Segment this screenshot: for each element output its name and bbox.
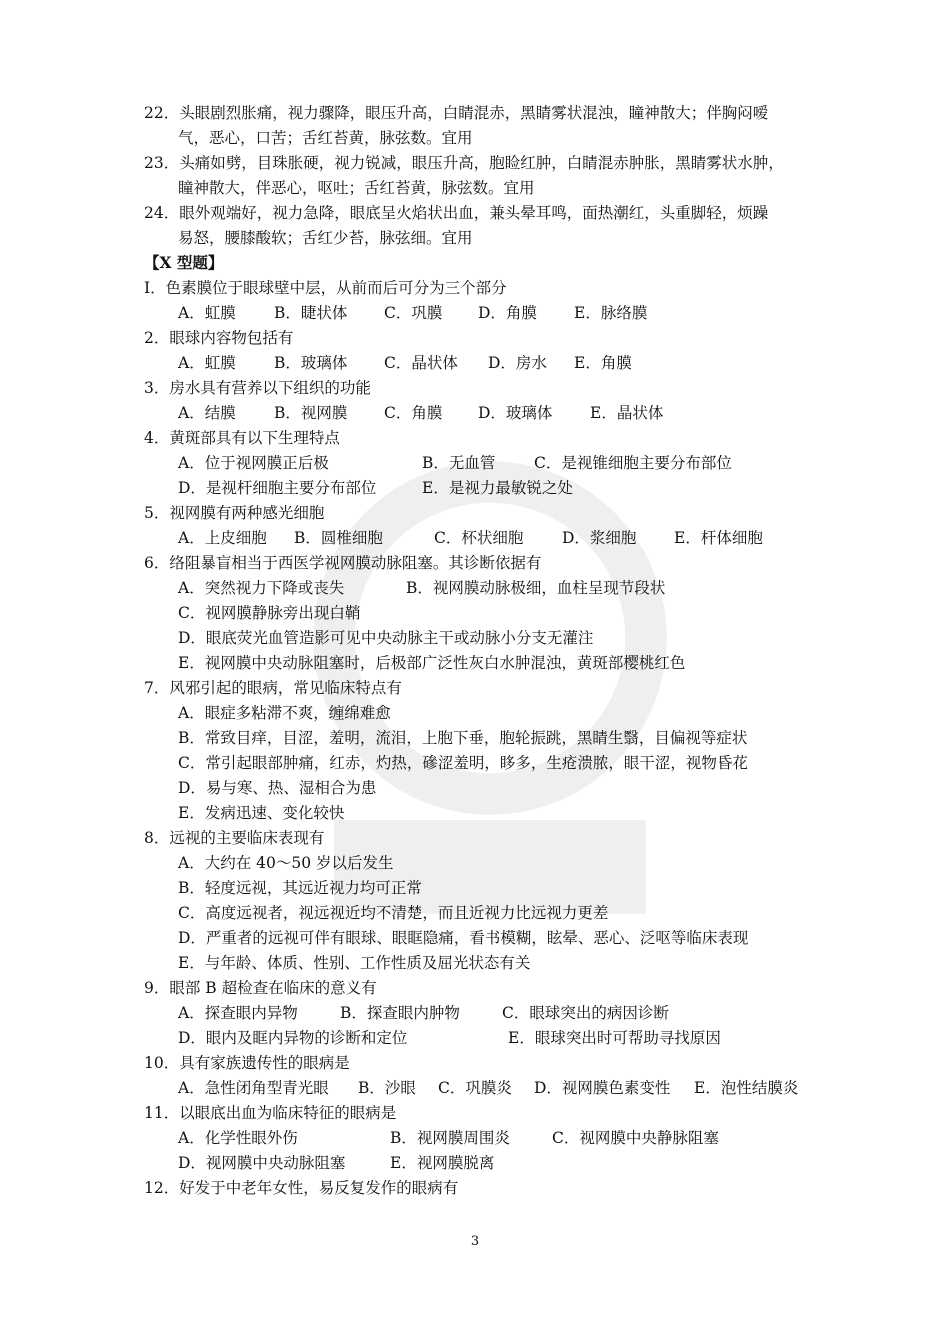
- question-22-line-2: 气，恶心，口苦；舌红苔黄，脉弦数。宜用: [178, 129, 473, 147]
- option-e: E．眼球突出时可帮助寻找原因: [508, 1029, 721, 1047]
- option-c: C．角膜: [384, 404, 443, 422]
- question-3-stem: 3．房水具有营养以下组织的功能: [144, 379, 371, 397]
- question-6-option-c: C．视网膜静脉旁出现白鞘: [178, 604, 361, 622]
- option-a: A．探查眼内异物: [178, 1004, 298, 1022]
- option-b: B．视网膜周围炎: [390, 1129, 510, 1147]
- option-b: B．无血管: [422, 454, 496, 472]
- question-24-line-1: 24．眼外观端好，视力急降，眼底呈火焰状出血，兼头晕耳鸣，面热潮红，头重脚轻，烦躁: [144, 204, 769, 222]
- option-c: C．眼球突出的病因诊断: [502, 1004, 669, 1022]
- option-d: D．是视杆细胞主要分布部位: [178, 479, 377, 497]
- option-d: D．视网膜中央动脉阻塞: [178, 1154, 346, 1172]
- option-e: E．泡性结膜炎: [694, 1079, 799, 1097]
- question-7-option-d: D．易与寒、热、湿相合为患: [178, 779, 377, 797]
- option-c: C．巩膜炎: [438, 1079, 512, 1097]
- question-7-option-b: B．常致目痒，目涩，羞明，流泪，上胞下垂，胞轮振跳，黑睛生翳，目偏视等症状: [178, 729, 748, 747]
- question-6-stem: 6．络阻暴盲相当于西医学视网膜动脉阻塞。其诊断依据有: [144, 554, 542, 572]
- option-b: B．视网膜动脉极细，血柱呈现节段状: [406, 579, 666, 597]
- question-2-stem: 2．眼球内容物包括有: [144, 329, 294, 347]
- option-e: E．晶状体: [590, 404, 664, 422]
- question-7-option-a: A．眼症多粘滞不爽，缠绵难愈: [178, 704, 391, 722]
- question-6-option-d: D．眼底荧光血管造影可见中央动脉主干或动脉小分支无灌注: [178, 629, 594, 647]
- option-b: B．圆椎细胞: [294, 529, 383, 547]
- question-8-stem: 8．远视的主要临床表现有: [144, 829, 325, 847]
- question-12-stem: 12．好发于中老年女性，易反复发作的眼病有: [144, 1179, 459, 1197]
- option-e: E．是视力最敏锐之处: [422, 479, 573, 497]
- option-e: E．角膜: [574, 354, 632, 372]
- section-title: 【X 型题】: [144, 253, 224, 272]
- question-10-stem: 10．具有家族遗传性的眼病是: [144, 1054, 350, 1072]
- option-b: B．沙眼: [358, 1079, 416, 1097]
- page-number: 3: [470, 1234, 480, 1249]
- option-b: B．玻璃体: [274, 354, 348, 372]
- option-c: C．巩膜: [384, 304, 443, 322]
- option-a: A．结膜: [178, 404, 236, 422]
- option-d: D．房水: [488, 354, 547, 372]
- option-a: A．虹膜: [178, 304, 236, 322]
- option-d: D．角膜: [478, 304, 537, 322]
- question-9-stem: 9．眼部 B 超检查在临床的意义有: [144, 979, 377, 997]
- question-8-option-e: E．与年龄、体质、性别、工作性质及屈光状态有关: [178, 954, 531, 972]
- option-b: B．视网膜: [274, 404, 348, 422]
- option-a: A．化学性眼外伤: [178, 1129, 298, 1147]
- option-a: A．位于视网膜正后极: [178, 454, 329, 472]
- option-d: D．玻璃体: [478, 404, 553, 422]
- question-8-option-a: A．大约在 40～50 岁以后发生: [178, 854, 394, 872]
- option-d: D．浆细胞: [562, 529, 637, 547]
- option-e: E．脉络膜: [574, 304, 648, 322]
- option-d: D．眼内及眶内异物的诊断和定位: [178, 1029, 408, 1047]
- option-a: A．突然视力下降或丧失: [178, 579, 345, 597]
- question-8-option-b: B．轻度远视，其远近视力均可正常: [178, 879, 422, 897]
- option-a: A．急性闭角型青光眼: [178, 1079, 329, 1097]
- option-c: C．晶状体: [384, 354, 458, 372]
- option-e: E．视网膜脱离: [390, 1154, 495, 1172]
- question-1-stem: I．色素膜位于眼球壁中层，从前而后可分为三个部分: [144, 279, 507, 297]
- question-5-stem: 5．视网膜有两种感光细胞: [144, 504, 325, 522]
- question-24-line-2: 易怒，腰膝酸软；舌红少苔，脉弦细。宜用: [178, 229, 473, 247]
- option-c: C．杯状细胞: [434, 529, 524, 547]
- option-c: C．是视锥细胞主要分布部位: [534, 454, 732, 472]
- option-a: A．上皮细胞: [178, 529, 267, 547]
- option-d: D．视网膜色素变性: [534, 1079, 671, 1097]
- option-a: A．虹膜: [178, 354, 236, 372]
- question-7-option-c: C．常引起眼部肿痛，红赤，灼热，磣涩羞明，眵多，生疮溃脓，眼干涩，视物昏花: [178, 754, 748, 772]
- option-b: B．探查眼内肿物: [340, 1004, 460, 1022]
- question-22-line-1: 22．头眼剧烈胀痛，视力骤降，眼压升高，白睛混赤，黑睛雾状混浊，瞳神散大；伴胸闷嗳: [144, 104, 769, 122]
- question-8-option-c: C．高度远视者，视远视近均不清楚，而且近视力比远视力更差: [178, 904, 609, 922]
- question-11-stem: 11．以眼底出血为临床特征的眼病是: [144, 1104, 397, 1122]
- question-23-line-1: 23．头痛如劈，目珠胀硬，视力锐减，眼压升高，胞睑红肿，白睛混赤肿胀，黑睛雾状水肿，: [144, 154, 784, 172]
- question-23-line-2: 瞳神散大，伴恶心，呕吐；舌红苔黄，脉弦数。宜用: [178, 179, 535, 197]
- option-e: E．杆体细胞: [674, 529, 763, 547]
- option-c: C．视网膜中央静脉阻塞: [552, 1129, 719, 1147]
- question-8-option-d: D．严重者的远视可伴有眼球、眼眶隐痛，看书模糊，眩晕、恶心、泛呕等临床表现: [178, 929, 749, 947]
- question-4-stem: 4．黄斑部具有以下生理特点: [144, 429, 340, 447]
- question-7-stem: 7．风邪引起的眼病，常见临床特点有: [144, 679, 402, 697]
- question-7-option-e: E．发病迅速、变化较快: [178, 804, 345, 822]
- option-b: B．睫状体: [274, 304, 348, 322]
- question-6-option-e: E．视网膜中央动脉阻塞时，后极部广泛性灰白水肿混浊，黄斑部樱桃红色: [178, 654, 686, 672]
